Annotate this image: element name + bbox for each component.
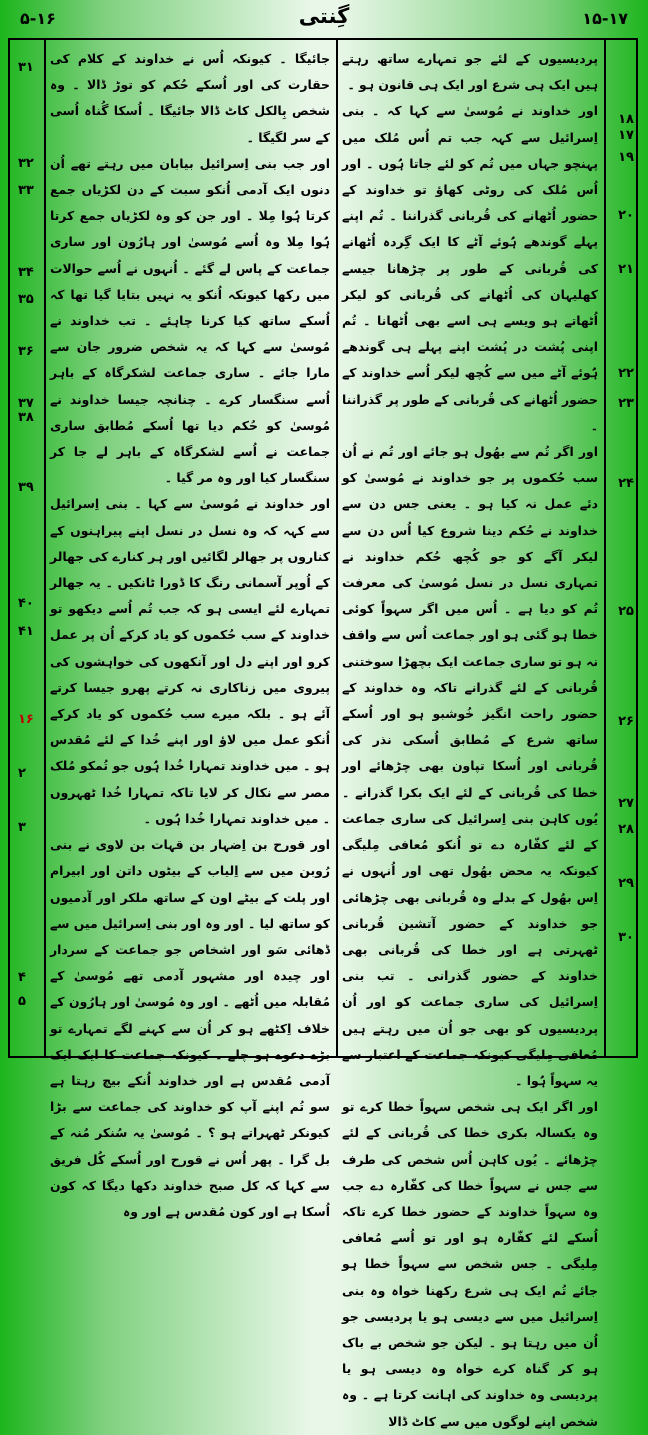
- verse-number: ۲۵: [618, 604, 634, 619]
- book-title: گِنتی: [298, 4, 350, 28]
- verse-number: ۵: [18, 994, 26, 1009]
- verse-number: ۳۴: [18, 265, 34, 280]
- verse-number: ۴: [18, 970, 26, 985]
- verse-number: ۳۶: [18, 344, 34, 359]
- text-paragraph: اور خداوند نے مُوسیٰ سے کہا ۔ بنی اِسرائیل سے کہہ کہ وہ نسل در نسل اپنے پیراہنوں کے کناروں پر جھالر لگائیں اور ہر کنارے کی جھالر کے اُوپر آسمانی رنگ کا ڈورا ٹانکیں ۔ یہ جھالر تمہارے لئے ایسی ہو کہ جب تُم اُسے دیکھو تو خداوند کے سب حُکموں کو یاد کرکے اُن پر عمل کرو اور اپنے دل اور آنکھوں کی خواہشوں کی پیروی میں زناکاری نہ کرتے پھرو جیسا کرتے آئے ہو ۔ بلکہ میرے سب حُکموں کو یاد کرکے اُنکو عمل میں لاؤ اور اپنے خُدا کے لئے مُقدس ہو ۔ میں خداوند تمہارا خُدا ہُوں جو تُمکو مُلک مصر سے نکال کر لایا تاکہ تمہارا خُدا ٹھہروں ۔ میں خداوند تمہارا خُدا ہُوں ۔: [50, 496, 330, 826]
- text-paragraph: اور اگر تُم سے بھُول ہو جائے اور تُم نے اُن سب حُکموں پر جو خداوند نے مُوسیٰ کو دئے عمل نہ کیا ہو ۔ یعنی جس دن سے خداوند نے حُکم دینا شروع کیا اُس دن سے لیکر آگے کو جو کُچھ حُکم خداوند نے تمہاری نسل در نسل مُوسیٰ کی معرفت تُم کو دیا ہے ۔ اُس میں اگر سہواً کوئی خطا ہو گئی ہو اور جماعت اُس سے واقف نہ ہو تو ساری جماعت ایک بچھڑا سوختنی قُربانی کے لئے گذرانے تاکہ وہ خداوند کے حضور راحت انگیز خُوشبو ہو اور اُسکے ساتھ شرع کے مُطابق اُسکی نذر کی قُربانی اور اُسکا تپاون بھی چڑھائے اور خطا کی قُربانی کے لئے ایک بکرا گذرانے ۔ یُوں کاہن بنی اِسرائیل کی ساری جماعت کے لئے کفّارہ دے تو اُنکو مُعافی مِلیگی کیونکہ یہ محض بھُول تھی اور اُنہوں نے اِس بھُول کے بدلے وہ قُربانی بھی چڑھائی جو خداوند کے حضور آتشین قُربانی ٹھہرتی ہے اور خطا کی قُربانی بھی خداوند کے حضور گذرانی ۔ تب بنی اِسرائیل کی ساری جماعت کو اور اُن پردیسیوں کو بھی جو اُن میں رہتے ہیں مُعافی مِلیگی کیونکہ جماعت کے اعتبار سے یہ سہواً ہُوا ۔: [342, 444, 598, 1088]
- left-margin-divider: [44, 38, 46, 1058]
- right-margin-divider: [604, 38, 606, 1058]
- verse-number: ۲۳: [618, 396, 634, 411]
- verse-number: ۲۹: [618, 876, 634, 891]
- verse-number: ۳۷: [18, 396, 34, 411]
- verse-number: ۲۷: [618, 796, 634, 811]
- verse-number: ۳۱: [18, 60, 34, 75]
- chapter-marker: ۱۶: [18, 712, 34, 727]
- text-paragraph: اور اگر ایک ہی شخص سہواً خطا کرے تو وہ یکسالہ بکری خطا کی قُربانی کے لئے چڑھائے ۔ یُوں کاہن اُس شخص کی طرف سے جس نے سہواً خطا کی کفّارہ دے جب وہ سہواً خداوند کے حضور خطا کرے تاکہ اُسکے لئے کفّارہ ہو اور تو اُسے مُعافی مِلیگی ۔ جس شخص سے سہواً خطا ہو جائے تُم ایک ہی شرع رکھنا خواہ وہ بنی اِسرائیل میں سے دیسی ہو یا پردیسی جو اُن میں رہتا ہو ۔ لیکن جو شخص بے باک ہو کر گناہ کرے خواہ وہ دیسی ہو یا پردیسی وہ خداوند کی اہانت کرتا ہے ۔ وہ شخص اپنے لوگوں میں سے کاٹ ڈالا: [342, 1099, 598, 1429]
- verse-number: ۳۲: [18, 156, 34, 171]
- text-paragraph: اور جب بنی اِسرائیل بیابان میں رہتے تھے اُن دنوں ایک آدمی اُنکو سبت کے دن لکڑیاں جمع کرتا ہُوا مِلا ۔ اور جن کو وہ لکڑیاں جمع کرتا ہُوا مِلا وہ اُسے مُوسیٰ اور ہارُون اور ساری جماعت کے پاس لے گئے ۔ اُنہوں نے اُسے حوالات میں رکھا کیونکہ اُنکو یہ نہیں بتایا گیا تھا کہ اُسکے ساتھ کیا کرنا چاہئے ۔ تب خداوند نے مُوسیٰ سے کہا کہ یہ شخص ضرور جان سے مارا جائے ۔ ساری جماعت لشکرگاہ کے باہر اُسے سنگسار کرے ۔ چنانچہ جیسا خداوند نے مُوسیٰ کو حُکم دیا تھا اُسکے مُطابق ساری جماعت نے اُسے لشکرگاہ کے باہر لے جا کر سنگسار کیا اور وہ مر گیا ۔: [50, 155, 330, 486]
- verse-number: ۲: [18, 766, 26, 781]
- verse-number: ۳: [18, 820, 26, 835]
- verse-number: ۱۹: [618, 150, 634, 165]
- verse-number: ۴۰: [18, 596, 34, 611]
- text-paragraph: جائیگا ۔ کیونکہ اُس نے خداوند کے کلام کی حقارت کی اور اُسکے حُکم کو توڑ ڈالا ۔ وہ شخص بِالکل کاٹ ڈالا جائیگا ۔ اُسکا گُناہ اُسی کے سر لگیگا ۔: [50, 51, 330, 145]
- verse-number: ۲۲: [618, 366, 634, 381]
- verse-number: ۳۳: [18, 183, 34, 198]
- verse-number: ۲۰: [618, 208, 634, 223]
- verse-number: ۲۱: [618, 262, 634, 277]
- text-paragraph: اور خداوند نے مُوسیٰ سے کہا کہ ۔ بنی اِسرائیل سے کہہ جب تم اُس مُلک میں پہنچو جہاں میں تُم کو لئے جاتا ہُوں ۔ اور اُس مُلک کی روٹی کھاؤ تو خداوند کے حضور اُٹھانے کی قُربانی گذراننا ۔ تُم اپنے پہلے گوندھے ہُوئے آٹے کا ایک گِردہ اُٹھانے کی قُربانی کے طور پر چڑھانا جیسے کھلیہان کی اُٹھانے کی قُربانی کو لیکر اُٹھاتے ہو ویسے ہی اسے بھی اُٹھانا ۔ تُم اپنی پُشت در پُشت اپنے پہلے ہی گوندھے ہُوئے آٹے میں سے کُچھ لیکر اُسے خداوند کے حضور اُٹھانے کی قُربانی کے طور پر گذراننا ۔: [342, 103, 598, 433]
- verse-number: ۳۹: [18, 480, 34, 495]
- verse-number: ۲۴: [618, 476, 634, 491]
- verse-number: ۱۸: [618, 112, 634, 127]
- page-header: [0, 0, 648, 40]
- chapter-range-left: ۵-۱۶: [20, 9, 56, 28]
- verse-number: ۴۱: [18, 624, 34, 639]
- verse-number: ۳۸: [18, 410, 34, 425]
- text-paragraph: اور قورح بن اِضہار بن قہات بن لاوی نے بنی رُوبن میں سے اِلیاب کے بیٹوں داتن اور ابیرام اور پلت کے بیٹے اون کے ساتھ ملکر اور آدمیوں کو ساتھ لیا ۔ اور وہ اور بنی اِسرائیل میں سے ڈھائی سَو اور اشخاص جو جماعت کے سردار اور چیدہ اور مشہور آدمی تھے مُوسیٰ کے مُقابلہ میں اُٹھے ۔ اور وہ مُوسیٰ اور ہارُون کے خلاف اِکٹھے ہو کر اُن سے کہنے لگے تمہارے تو بڑے دعوے ہو چلے ۔ کیونکہ جماعت کا ایک ایک آدمی مُقدس ہے اور خداوند اُنکے بیچ رہتا ہے سو تُم اپنے آپ کو خداوند کی جماعت سے بڑا کیونکر ٹھہراتے ہو ؟ ۔ مُوسیٰ یہ سُنکر مُنہ کے بل گرا ۔ پھر اُس نے قورح اور اُسکے کُل فریق سے کہا کہ کل صبح خداوند دکھا دیگا کہ کون اُسکا ہے اور کون مُقدس ہے اور وہ: [50, 837, 330, 1219]
- verse-number: ۱۷: [618, 128, 634, 143]
- verse-number: ۲۶: [618, 714, 634, 729]
- text-paragraph: پردیسیوں کے لئے جو تمہارے ساتھ رہتے ہیں ایک ہی شرع اور ایک ہی قانون ہو ۔: [342, 51, 598, 93]
- center-divider: [336, 38, 338, 1058]
- verse-number: ۲۸: [618, 822, 634, 837]
- chapter-range-right: ۱۵-۱۷: [582, 9, 628, 28]
- verse-number: ۳۰: [618, 930, 634, 945]
- left-text-column: [50, 46, 330, 1219]
- verse-number: ۳۵: [18, 292, 34, 307]
- right-text-column: [342, 46, 598, 1429]
